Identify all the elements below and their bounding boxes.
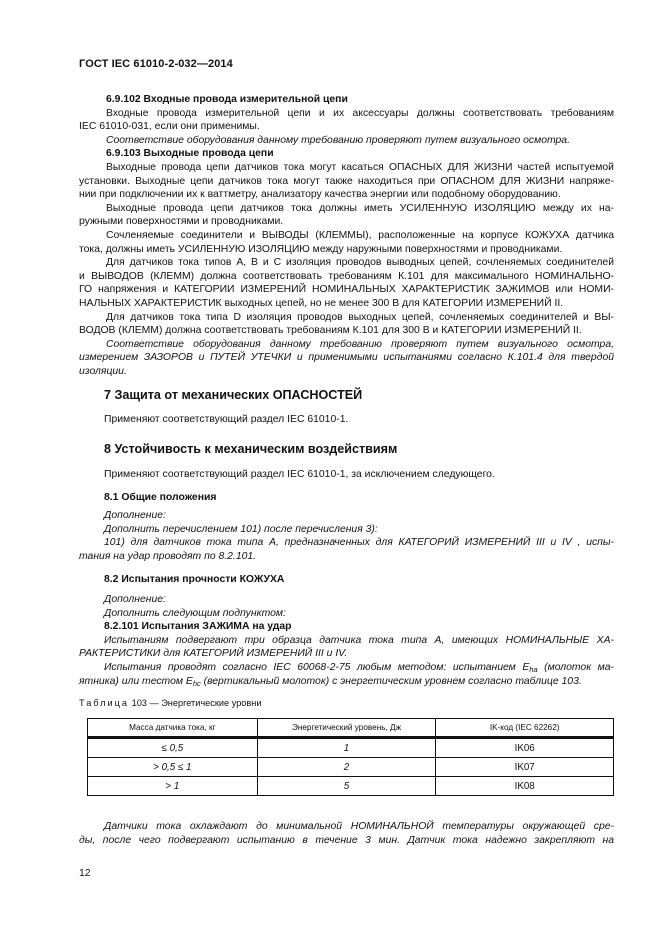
cell-mass: > 0,5 ≤ 1 <box>88 758 258 777</box>
paragraph-line: IEC 61010-031, если они применимы. <box>79 121 260 133</box>
paragraph-line: Испытаниям подвергают три образца датчика тока типа А, имеющих НОМИНАЛЬНЫЕ ХА- <box>104 634 614 646</box>
text-run: (молоток ма- <box>537 661 614 673</box>
section-title: 6.9.103 Выходные провода цепи <box>106 148 274 160</box>
paragraph-line: и ВЫВОДОВ (КЛЕММ) должна соответствовать требованиям К.101 для максимального НОМИНАЛЬНО- <box>79 270 614 282</box>
column-header-ik-code: IK-код (IEC 62262) <box>436 719 614 738</box>
paragraph-line: Для датчиков тока типа D изоляция проводов выходных цепей, сочленяемых соединителей и ВЫ- <box>106 311 614 323</box>
column-header-energy: Энергетический уровень, Дж <box>257 719 436 738</box>
table-row <box>88 777 614 796</box>
paragraph-line: ружными поверхностями и проводниками. <box>79 216 284 228</box>
paragraph-line: Выходные провода цепи датчиков тока должны иметь УСИЛЕННУЮ ИЗОЛЯЦИЮ между их на- <box>106 202 614 214</box>
table-row <box>88 758 614 777</box>
paragraph-line: ды, после чего подвергают испытанию в течение 3 мин. Датчик тока надежно закрепляют на <box>79 834 614 846</box>
text-run: ятника) или тестом E <box>79 675 193 687</box>
caption-text: 103 — Энергетические уровни <box>129 698 262 708</box>
section-title: 6.9.102 Входные провода измерительной цепи <box>106 94 348 105</box>
cell-mass: > 1 <box>88 777 258 796</box>
text-run: (вертикальный молоток) с энергетическим уровнем согласно таблице 103. <box>200 675 582 687</box>
cell-energy: 2 <box>257 758 436 777</box>
list-item-line: тания на удар проводят по 8.2.101. <box>79 550 257 562</box>
paragraph-line: тока, должны иметь УСИЛЕННУЮ ИЗОЛЯЦИЮ между наружными поверхностями и проводниками. <box>79 243 563 255</box>
paragraph-line: НАЛЬНЫХ ХАРАКТЕРИСТИК выходных цепей, но не менее 300 В для КАТЕГОРИИ ИЗМЕРЕНИЙ II. <box>79 297 564 309</box>
section-8-1-body <box>79 509 614 563</box>
compliance-note: измерением ЗАЗОРОВ и ПУТЕЙ УТЕЧКИ и применимыми испытаниями согласно К.101.4 для твердой <box>79 352 614 364</box>
subscript: hc <box>192 678 201 688</box>
after-table-paragraph <box>79 820 614 847</box>
standard-header: ГОСТ IEC 61010-2-032—2014 <box>79 58 233 70</box>
column-header-mass: Масса датчика тока, кг <box>88 719 258 738</box>
paragraph-line: ГО напряжения и КАТЕГОРИИ ИЗМЕРЕНИЙ НОМИНАЛЬНЫХ ХАРАКТЕРИСТИК ЗАЖИМОВ или НОМИ- <box>79 284 614 296</box>
paragraph-line <box>79 675 614 689</box>
cell-ik-code: IK07 <box>436 758 614 777</box>
section-8-title: 8 Устойчивость к механическим воздействиям <box>104 442 398 456</box>
paragraph-line: Сочленяемые соединители и ВЫВОДЫ (КЛЕММЫ), расположенные на корпусе КОЖУХА датчика <box>106 229 614 241</box>
section-8-text: Применяют соответствующий раздел IEC 61010-1, за исключением следующего. <box>104 469 495 480</box>
cell-mass: ≤ 0,5 <box>88 738 258 758</box>
addition-label: Дополнение: <box>104 510 166 521</box>
list-item-line: 101) для датчиков тока типа А, предназначенных для КАТЕГОРИЙ ИЗМЕРЕНИЙ III и IV , испы- <box>104 537 614 549</box>
addition-instruction: Дополнить следующим подпунктом: <box>104 607 286 619</box>
paragraph-line: установки. Выходные цепи датчиков тока могут также находиться при ОПАСНОМ ДЛЯ ЖИЗНИ напряже- <box>79 175 614 187</box>
paragraph-line: ВОДОВ (КЛЕММ) должна соответствовать требованиям К.101 для 300 В и КАТЕГОРИИ ИЗМЕРЕНИЙ II. <box>79 325 582 337</box>
paragraph-line: Датчики тока охлаждают до минимальной НОМИНАЛЬНОЙ температуры окружающей сре- <box>104 821 614 832</box>
paragraph-line: Выходные провода цепи датчиков тока могут касаться ОПАСНЫХ ДЛЯ ЖИЗНИ частей испытуемой <box>106 161 614 173</box>
page-number: 12 <box>79 868 91 879</box>
table-caption <box>79 698 262 708</box>
paragraph-line <box>79 661 614 675</box>
paragraph-line: Входные провода измерительной цепи и их аксессуары должны соответствовать требованиям <box>106 107 614 119</box>
subscript: ha <box>529 664 538 674</box>
table-header-row <box>88 719 614 738</box>
cell-ik-code: IK08 <box>436 777 614 796</box>
caption-prefix: Таблица <box>79 698 130 708</box>
section-8-2-title: 8.2 Испытания прочности КОЖУХА <box>104 574 285 585</box>
cell-energy: 1 <box>257 738 436 758</box>
cell-ik-code: IK06 <box>436 738 614 758</box>
section-7-title: 7 Защита от механических ОПАСНОСТЕЙ <box>104 388 363 402</box>
section-8-1-title: 8.1 Общие положения <box>104 492 217 503</box>
paragraph-line: нии при подключении их к ваттметру, анализатору качества энергии или подобному оборудованию. <box>79 189 561 201</box>
table-row <box>88 738 614 758</box>
energy-levels-table <box>87 718 614 796</box>
compliance-note: Соответствие оборудования данному требованию проверяют путем визуального осмотра, <box>106 338 614 350</box>
compliance-note: Соответствие оборудования данному требованию проверяют путем визуального осмотра. <box>106 134 570 146</box>
compliance-note: изоляции. <box>79 365 127 377</box>
paragraph-line: Для датчиков тока типов А, В и С изоляция проводов выводных цепей, сочленяемых соединителей <box>106 257 614 269</box>
section-8-2-body <box>79 593 614 688</box>
cell-energy: 5 <box>257 777 436 796</box>
section-8-2-101-title: 8.2.101 Испытания ЗАЖИМА на удар <box>104 621 292 633</box>
addition-instruction: Дополнить перечислением 101) после перечисления 3): <box>104 523 378 535</box>
addition-label: Дополнение: <box>104 594 166 605</box>
text-run: Испытания проводят согласно IEC 60068-2-75 любым методом: испытанием E <box>104 661 530 673</box>
section-6-9-102 <box>79 93 614 378</box>
paragraph-line: РАКТЕРИСТИКИ для КАТЕГОРИЙ ИЗМЕРЕНИЙ III и IV. <box>79 648 348 660</box>
section-7-text: Применяют соответствующий раздел IEC 61010-1. <box>104 414 349 425</box>
